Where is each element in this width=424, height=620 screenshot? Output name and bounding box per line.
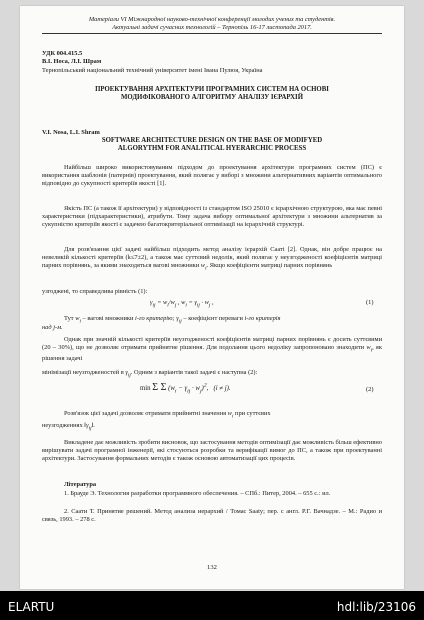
paragraph-2: Якість ПС (а також її архітектури) у відповідності із стандартом ISO 25010 є ієрархічною структурою, яка має певні характеристики (підхарактеристики), атрибути. Тому задача вибору оптимальної архітектури з множини альтернатив за сукупністю критеріїв якості є задачею багатокритеріальної оптимізації на ієрархічній структурі. — [42, 205, 382, 229]
paragraph-4-c: – коефіцієнт переваги — [183, 315, 243, 322]
paragraph-6-tail: при суттєвих — [235, 410, 271, 417]
paragraph-3-tail: . Якщо коефіцієнти матриці парних порівнянь — [206, 262, 333, 270]
paragraph-4-d: i-го критерія — [244, 315, 281, 322]
paragraph-3-text: Для розв'язання цієї задачі найбільш підходить метод аналізу ієрархій Сааті [2]. Однак, він добре працює на невеликій кількості критеріїв (k≤7±2), а також має суттєвий недолік, який полягає у неузгодженості коефіцієнтів матриці парних порівнянь, за якими знаходяться вагові множники — [42, 246, 382, 270]
formula-1: $\gamma_{ij} = w_i/w_j$ , $w_i = \gamma_{ij} \cdot w_j$ , — [150, 299, 214, 309]
conference-header — [42, 16, 382, 34]
gamma-symbol: $\gamma_{ij}$ — [176, 315, 182, 325]
paragraph-1: Найбільш широко використовуваним підходом до проектування архітектури програмних систем (ПС) є використання шаблонів (патернів) проектування, який полягає у виборі з множини альтернативних варіантів оптимального відповідно до сукупності критеріїв якості [1]. — [42, 164, 382, 188]
udc-code: УДК 004.415.5 — [42, 50, 83, 57]
title-ua-line-1: ПРОЕКТУВАННЯ АРХІТЕКТУРИ ПРОГРАМНИХ СИСТЕМ НА ОСНОВІ — [95, 86, 329, 93]
paragraph-3 — [42, 246, 382, 273]
paragraph-6-text: Розв'язок цієї задачі дозволяє отримати прийнятні значення — [64, 410, 227, 417]
affiliation: Тернопільський національний технічний університет імені Івана Пулюя, Україна — [42, 67, 263, 74]
paragraph-5-tail: , як рішення задачі — [42, 344, 382, 362]
paragraph-5-text: Однак при значній кількості критеріїв неузгодженості коефіцієнтів матриці парних порівнянь є досить суттєвими (20 – 30%), що не дозволяє отримати прийнятне рішення. Для подолання цього недоліку запропоновано знаходити — [42, 336, 382, 352]
header-line-2: Актуальні задачі сучасних технологій – Тернопіль 16-17 листопада 2017. — [112, 24, 312, 31]
paragraph-4-b: i-го критерію; — [135, 315, 175, 322]
title-ua-line-2: МОДИФІКОВАНОГО АЛГОРИТМУ АНАЛІЗУ ІЄРАРХІЙ — [121, 94, 303, 102]
reference-2: 2. Саати Т. Принятие решений. Метод анализа иерархий / Томас Saaty; пер. с англ. Р.Г. Вачнадзе. – М.: Радио и связь, 1993. – 278 с. — [42, 508, 382, 524]
paragraph-4 — [64, 315, 281, 325]
authors-ua: В.І. Носа, Л.І. Шрам — [42, 58, 102, 65]
page-number: 132 — [207, 564, 217, 571]
paragraph-5-line-2-tail: . Одним з варіантів такої задачі є наступна (2): — [130, 369, 258, 376]
paragraph-6 — [64, 410, 271, 420]
formula-2: min Σ Σ $(w_i - \gamma_{ij} \cdot w_j)^2$, (i ≠ j). — [140, 382, 231, 395]
paragraph-6-line-2 — [42, 422, 95, 432]
literature-heading: Література — [64, 481, 97, 488]
title-en-line-2: ALGORYTHM FOR ANALITICAL HYERARCHIC PROCESS — [117, 145, 307, 153]
equation-number-1: (1) — [366, 299, 374, 306]
weight-symbol-3: $w_i$ — [366, 344, 373, 354]
authors-en: V.I. Nosa, L.I. Shram — [42, 129, 100, 136]
paragraph-5 — [42, 336, 382, 363]
handle-link[interactable]: hdl:lib/23106 — [336, 600, 416, 614]
paragraph-5-line-2 — [42, 369, 257, 379]
repository-name: ELARTU — [8, 600, 55, 614]
repository-footer — [0, 591, 424, 620]
paragraph-3-line-2: узгоджені, то справедлива рівність (1): — [42, 288, 148, 295]
gamma-symbol-2: $\gamma_{ij}$ — [125, 369, 131, 379]
paragraph-4-a: – вагові множники — [82, 315, 134, 322]
weight-symbol-4: $w_i$ — [227, 410, 234, 420]
title-en-line-1: SOFTWARE ARCHITECTURE DESIGN ON THE BASE OF MODIFYED — [101, 137, 323, 144]
header-line-1: Матеріали VI Міжнародної науково-технічної конференції молодих учених та студентів. — [88, 16, 336, 23]
gamma-norm-symbol: $‖\gamma_{ij}‖$. — [84, 422, 95, 432]
equation-number-2: (2) — [366, 386, 374, 393]
title-en — [20, 137, 404, 154]
paragraph-4-start: Тут — [64, 315, 74, 322]
paragraph-7: Викладене дає можливість зробити висновок, що застосування методів оптимізації дає можливість більш ефективно вирішувати задачі програмної інженерії, які стосуються розробки та верифікації вимог до ПС, а також при проектуванні архітектури. Застосування формальних методів є також основою автоматизації цих процесів. — [42, 439, 382, 463]
paragraph-5-line-2-text: мінімізації неузгодженостей в — [42, 369, 124, 376]
paragraph-6-line-2-text: неузгодженнях — [42, 422, 83, 429]
document-page — [20, 6, 404, 589]
paragraph-4-end: над j-м. — [42, 324, 63, 331]
weight-symbol-2: $w_i$ — [75, 315, 81, 325]
weight-symbol: $w_i$ — [200, 262, 207, 272]
reference-1: 1. Брауде Э. Технология разработки программного обеспечения. – СПб.: Питер, 2004. – 655 с.: ил. — [64, 490, 331, 497]
title-ua — [20, 86, 404, 103]
